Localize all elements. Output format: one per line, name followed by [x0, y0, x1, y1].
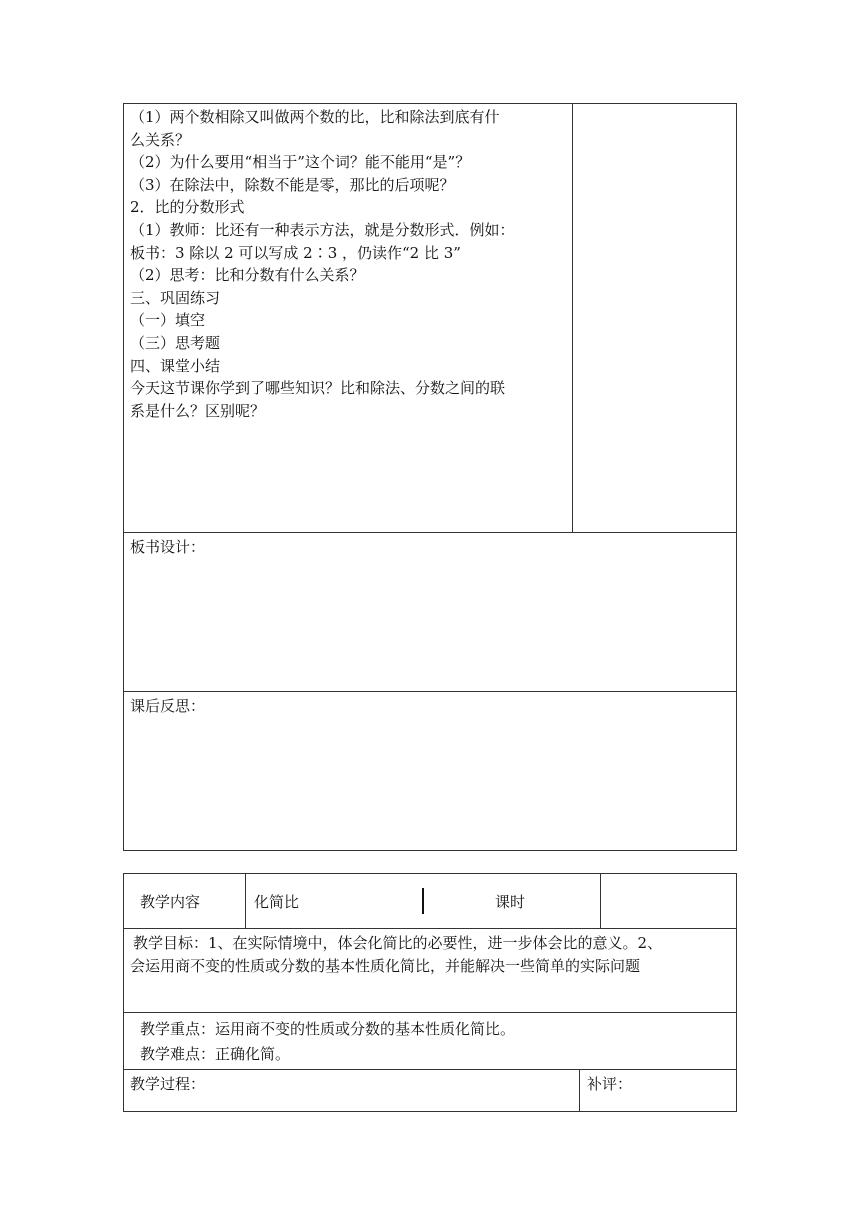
period-label: 课时	[495, 893, 526, 911]
process-line: 三、巩固练习	[130, 288, 221, 307]
reflection-label: 课后反思：	[130, 697, 206, 715]
process-line: 系是什么？区别呢？	[130, 401, 266, 420]
process-line: （2）为什么要用“相当于”这个词？能不能用“是”？	[130, 153, 471, 172]
process-line: 四、课堂小结	[130, 356, 221, 375]
process-line: （三）思考题	[130, 333, 221, 352]
process-line: （3）在除法中，除数不能是零，那比的后项呢？	[130, 175, 455, 194]
table2-col-divider-4	[579, 1069, 580, 1112]
content-value: 化简比	[254, 893, 300, 911]
table2-row-divider-1	[123, 928, 737, 929]
table2-col-divider-3	[600, 873, 601, 929]
process-text-block	[130, 106, 575, 422]
process-line: 板书：3 除以 2 可以写成 2∶3 ，仍读作“2 比 3”	[130, 243, 461, 262]
table1-row-divider-reflection	[123, 691, 737, 692]
comment-label: 补评：	[587, 1075, 633, 1093]
content-label: 教学内容	[140, 893, 201, 911]
objectives-line-2: 会运用商不变的性质或分数的基本性质化简比，并能解决一些简单的实际问题	[130, 957, 641, 975]
process-line: 2．比的分数形式	[130, 198, 245, 217]
process-line: （1）两个数相除又叫做两个数的比，比和除法到底有什	[130, 108, 500, 126]
objectives-line-1: 教学目标：1、在实际情境中，体会化简比的必要性，进一步体会比的意义。2、	[133, 934, 663, 952]
table2-col-divider-1	[245, 873, 246, 929]
table2-col-divider-2	[422, 888, 424, 914]
difficulties: 教学难点：正确化简。	[140, 1045, 291, 1063]
process-line: （2）思考：比和分数有什么关系？	[130, 266, 365, 285]
board-design-label: 板书设计：	[130, 538, 206, 556]
process-line: 么关系？	[130, 130, 191, 149]
table2-row-divider-3	[123, 1069, 737, 1070]
process-line: （1）教师：比还有一种表示方法，就是分数形式．例如：	[130, 220, 515, 239]
process-label: 教学过程：	[130, 1075, 206, 1093]
process-line: 今天这节课你学到了哪些知识？比和除法、分数之间的联	[130, 379, 506, 398]
key-points: 教学重点：运用商不变的性质或分数的基本性质化简比。	[140, 1020, 516, 1038]
table2-row-divider-2	[123, 1012, 737, 1013]
lesson-table-2	[123, 873, 737, 1112]
process-line: （一）填空	[130, 311, 206, 330]
table1-row-divider-board	[123, 532, 737, 533]
